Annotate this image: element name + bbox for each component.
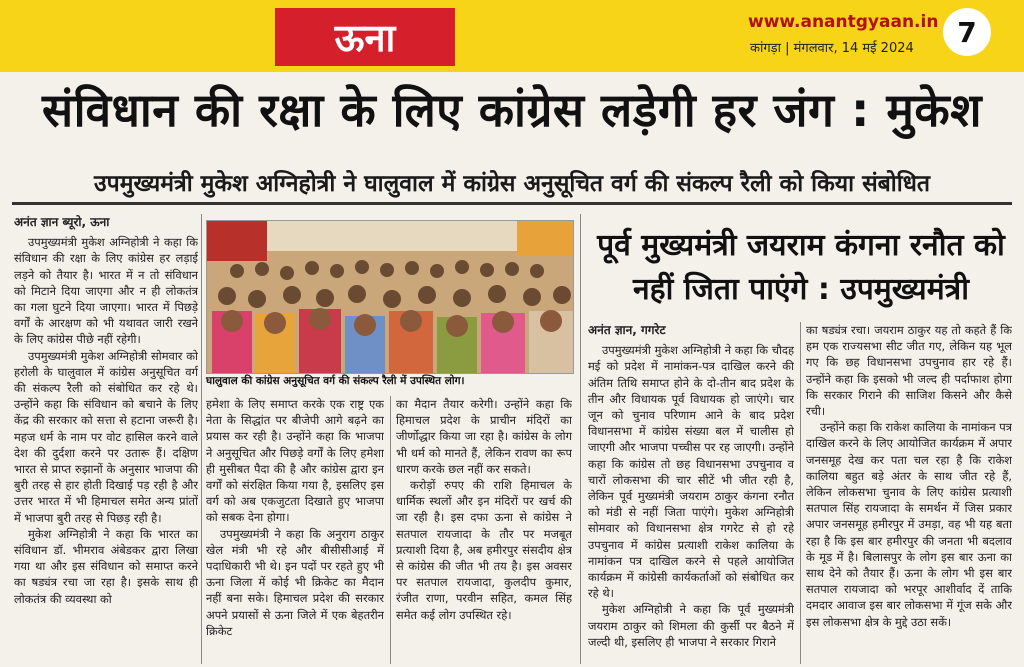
paragraph: उन्होंने कहा कि राकेश कालिया के नामांकन पत्र दाखिल करने के लिए आयोजित कार्यक्रम में अपार जनसमूह देख कर पता चल रहा है कि राकेश कालिया बहुत बड़े अंतर के साथ जीत रहे हैं, लेकिन लोकसभा चुनाव के लिए कांग्रेस प्रत्याशी सतपाल सिंह रायजादा के समर्थन में जिस प्रकार अपार जनसमूह हमीरपुर में उमड़ा, वह भी यह बता रहा है कि इस बार हमीरपुर की जनता भी बदलाव के मूड में है। बिलासपुर के लोग इस बार ऊना का साथ देने को तैयार हैं। ऊना के लोग भी इस बार सतपाल रायजादा को भरपूर आशीर्वाद दें ताकि दमदार आवाज इस बार लोकसभा में गूंज सके और इस लोकसभा क्षेत्र के मुद्दे उठा सकें। <box>806 420 1012 629</box>
paragraph: उपमुख्यमंत्री मुकेश अग्निहोत्री ने कहा कि संविधान की रक्षा के लिए कांग्रेस हर लड़ाई लड़ने को तैयार है। भारत में न तो संविधान को मिटाने दिया जाएगा और न ही लोकतंत्र का गला घुटने दिया जाएगा। भारत में पिछड़े वर्गों के आरक्षण को भी यथावत जारी रखने के लिए कांग्रेस पीछे नहीं रहेगी। <box>14 235 198 347</box>
paragraph: का मैदान तैयार करेगी। उन्होंने कहा कि हिमाचल प्रदेश के प्राचीन मंदिरों का जीर्णोद्धार किया जा रहा है। कांग्रेस के लोग भी धर्म को मानते हैं, लेकिन रावण का रूप धारण करके छल नहीं कर सकते। <box>396 397 572 476</box>
photo-caption: घालुवाल की कांग्रेस अनुसूचित वर्ग की संकल्प रैली में उपस्थित लोग। <box>206 375 465 387</box>
article-column-2 <box>206 396 384 664</box>
section-label: ऊना <box>275 8 455 66</box>
crowd-image <box>207 221 573 373</box>
main-subheadline: उपमुख्यमंत्री मुकेश अग्निहोत्री ने घालुवाल में कांग्रेस अनुसूचित वर्ग की संकल्प रैली को किया संबोधित <box>94 171 930 197</box>
dateline: कांगड़ा | मंगलवार, 14 मई 2024 <box>750 41 914 56</box>
paragraph: उपमुख्यमंत्री ने कहा कि अनुराग ठाकुर खेल मंत्री भी रहे और बीसीसीआई में पदाधिकारी भी थे। इन पदों पर रहते हुए भी ऊना जिला में कोई भी क्रिकेट का मैदान नहीं बना सके। हिमाचल प्रदेश की सरकार अपने प्रयासों से ऊना जिले में एक बेहतरीन क्रिकेट <box>206 526 384 638</box>
site-url[interactable]: www.anantgyaan.in <box>748 12 939 32</box>
article-column-1 <box>14 214 198 664</box>
headline-rule <box>12 202 1012 205</box>
second-byline: अनंत ज्ञान, गगरेट <box>588 323 666 337</box>
paragraph: उपमुख्यमंत्री मुकेश अग्निहोत्री ने कहा कि चौदह मई को प्रदेश में नामांकन-पत्र दाखिल करने की अंतिम तिथि समाप्त होने के दो-तीन बाद प्रदेश के तीन और विधायक पूर्व विधायक हो जाएंगे। चार जून को चुनाव परिणाम आने के बाद प्रदेश विधानसभा में कांग्रेस संख्या बल में चालीस हो जाएगी और भाजपा पच्चीस पर रह जाएगी। उन्होंने कहा कि कांग्रेस तो छह विधानसभा उपचुनाव व चारों लोकसभा की चार सीटें भी जीत रही है, लेकिन पूर्व मुख्यमंत्री जयराम ठाकुर कंगना रनौत को मंडी से नहीं जिता पाएंगे। मुकेश अग्निहोत्री सोमवार को विधानसभा क्षेत्र गगरेट से हो रहे उपचुनाव में कांग्रेस प्रत्याशी राकेश कालिया के नामांकन पत्र दाखिल करने से पहले आयोजित कार्यक्रम में कांग्रेसी कार्यकर्ताओं को संबोधित कर रहे थे। <box>588 343 794 601</box>
masthead-bar <box>0 0 1024 72</box>
paragraph: मुकेश अग्निहोत्री ने कहा कि भारत का संविधान डॉ. भीमराव अंबेडकर द्वारा लिखा गया था और इस संविधान को समाप्त करने का षड्यंत्र रचा जा रहा है। इसके साथ ही लोकतंत्र की व्यवस्था को <box>14 526 198 606</box>
paragraph: करोड़ों रुपए की राशि हिमाचल के धार्मिक स्थलों और इन मंदिरों पर खर्च की जा रही है। इस दफा ऊना से कांग्रेस ने सतपाल रायजादा के तौर पर मजबूत प्रत्याशी दिया है, अब हमीरपुर संसदीय क्षेत्र से कांग्रेस की जीत भी तय है। इस अवसर पर सतपाल रायजादा, कुलदीप कुमार, रंजीत राणा, परवीन सहित, कमल सिंह समेत कई लोग उपस्थित रहे। <box>396 478 572 622</box>
paragraph: उपमुख्यमंत्री मुकेश अग्निहोत्री सोमवार को हरोली के घालुवाल में कांग्रेस अनुसूचित वर्ग की संकल्प रैली को संबोधित कर रहे थे। उन्होंने कहा कि संविधान को बचाने के लिए केंद्र की सरकार को सत्ता से हटाना जरूरी है। महज धर्म के नाम पर वोट हासिल करने वाले देश की दुर्दशा करने पर उतारू हैं। दक्षिण भारत से प्राप्त रुझानों के अनुसार भाजपा की बुरी तरह से हार होती दिखाई पड़ रही है और उत्तर भारत में भी हिमाचल समेत अन्य प्रांतों में भाजपा बुरी तरह से पिछड़ रही है। <box>14 348 198 525</box>
column-divider <box>201 214 202 664</box>
column-divider <box>580 214 581 664</box>
rally-photo <box>206 220 574 374</box>
paragraph: हमेशा के लिए समाप्त करके एक राष्ट्र एक नेता के सिद्धांत पर बीजेपी आगे बढ़ने का प्रयास कर रही है। उन्होंने कहा कि भाजपा ने अनुसूचित और पिछड़े वर्गों के लिए हमेशा ही मुसीबत पैदा की है और कांग्रेस द्वारा इन वर्गों को संरक्षित किया गया है, इसलिए इस वर्ग को अब एकजुटता दिखाते हुए भाजपा को सबक देना होगा। <box>206 397 384 525</box>
article-column-4 <box>588 322 794 664</box>
column-divider <box>390 396 391 664</box>
column-divider <box>800 322 801 664</box>
paragraph: का षड्यंत्र रचा। जयराम ठाकुर यह तो कहते हैं कि हम एक राज्यसभा सीट जीत गए, लेकिन यह भूल गए कि छह विधानसभा उपचुनाव हार रहे हैं। उन्होंने कहा कि इसको भी जल्द ही पर्दाफाश होगा कि सरकार गिराने की साजिश किसने और कैसे रची। <box>806 323 1012 419</box>
article-column-3 <box>396 396 572 664</box>
second-headline: पूर्व मुख्यमंत्री जयराम कंगना रनौत को नहीं जिता पाएंगे : उपमुख्यमंत्री <box>597 228 1005 307</box>
page-number: 7 <box>943 8 991 56</box>
article-column-5 <box>806 322 1012 664</box>
main-byline: अनंत ज्ञान ब्यूरो, ऊना <box>14 215 110 229</box>
main-headline: संविधान की रक्षा के लिए कांग्रेस लड़ेगी हर जंग : मुकेश <box>42 83 982 137</box>
paragraph: मुकेश अग्निहोत्री ने कहा कि पूर्व मुख्यमंत्री जयराम ठाकुर को शिमला की कुर्सी पर बैठने में जल्दी थी, इसलिए ही भाजपा ने सरकार गिराने <box>588 602 794 649</box>
